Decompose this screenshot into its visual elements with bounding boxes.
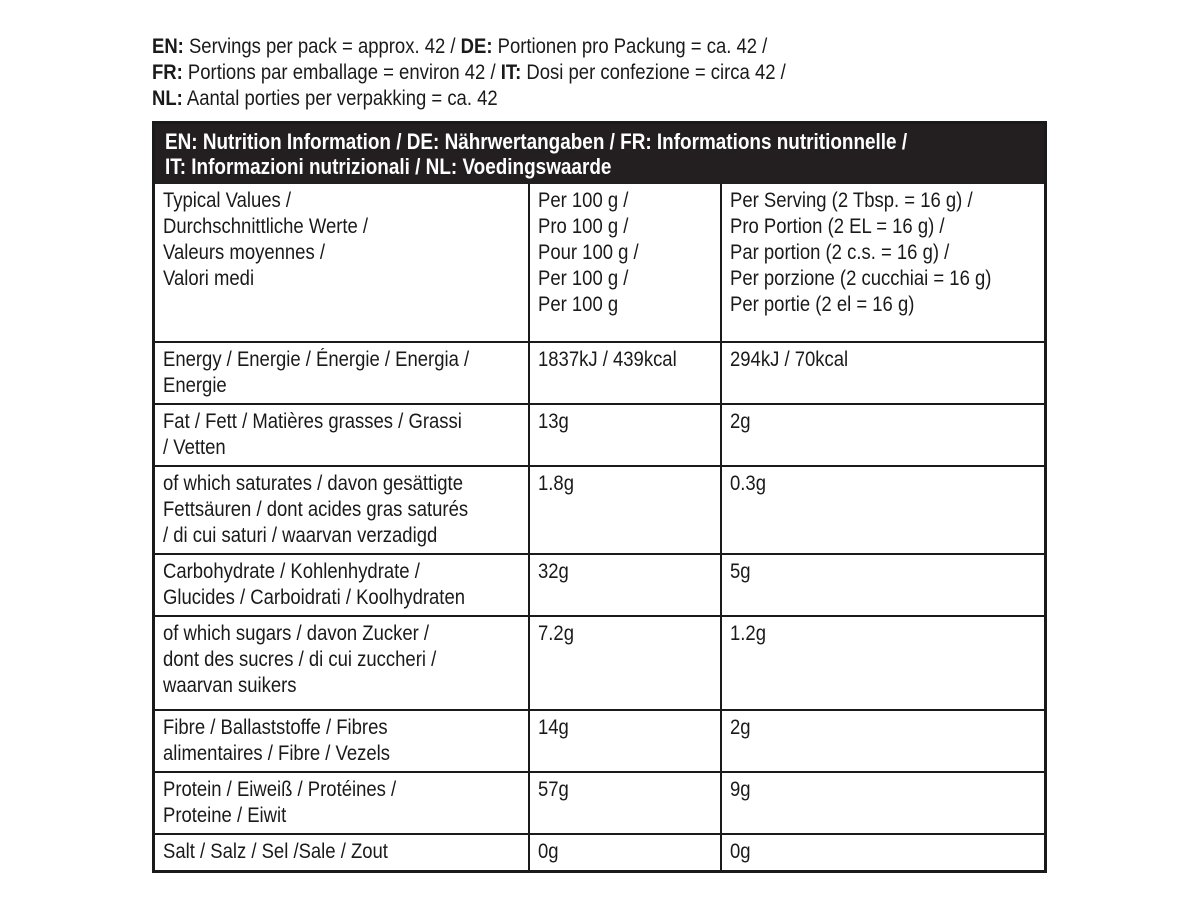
lang-label-fr: FR: (152, 61, 183, 84)
servings-line-3 (152, 86, 944, 112)
per-100g-value: 0g (529, 834, 721, 870)
servings-de-text: Portionen pro Packung = ca. 42 / (492, 35, 768, 58)
nutrition-grid (155, 184, 1044, 870)
per-serving-value: 294kJ / 70kcal (721, 342, 1044, 404)
typical-values-header: Typical Values / Durchschnittliche Werte / Valeurs moyennes / Valori medi (155, 184, 529, 342)
servings-fr-text: Portions par emballage = environ 42 / (182, 61, 501, 84)
nutrient-label: Carbohydrate / Kohlenhydrate / Glucides / Carboidrati / Koolhydraten (155, 554, 529, 616)
servings-line-2 (152, 60, 944, 86)
per-serving-value: 0.3g (721, 466, 1044, 554)
per-serving-value: 2g (721, 404, 1044, 466)
table-row (155, 616, 1044, 710)
per-serving-value: 1.2g (721, 616, 1044, 710)
nutrition-table-title (155, 124, 1044, 184)
per-100g-value: 1.8g (529, 466, 721, 554)
servings-it-text: Dosi per confezione = circa 42 / (521, 61, 786, 84)
nutrient-label: of which saturates / davon gesättigte Fettsäuren / dont acides gras saturés / di cui saturi / waarvan verzadigd (155, 466, 529, 554)
table-row (155, 772, 1044, 834)
per-100g-value: 13g (529, 404, 721, 466)
per-100g-value: 32g (529, 554, 721, 616)
per-100g-value: 14g (529, 710, 721, 772)
per-serving-value: 9g (721, 772, 1044, 834)
lang-label-en: EN: (152, 35, 184, 58)
per-serving-value: 0g (721, 834, 1044, 870)
table-row (155, 710, 1044, 772)
nutrient-label: Energy / Energie / Énergie / Energia / Energie (155, 342, 529, 404)
per-100g-value: 57g (529, 772, 721, 834)
per-100g-header: Per 100 g / Pro 100 g / Pour 100 g / Per 100 g / Per 100 g (529, 184, 721, 342)
nutrition-title-line-2: IT: Informazioni nutrizionali / NL: Voedingswaarde (165, 154, 612, 179)
table-row (155, 466, 1044, 554)
nutrient-label: Fat / Fett / Matières grasses / Grassi / Vetten (155, 404, 529, 466)
servings-line-1 (152, 34, 944, 60)
nutrition-table (152, 121, 1047, 873)
lang-label-de: DE: (460, 35, 493, 58)
per-serving-value: 2g (721, 710, 1044, 772)
servings-nl-text: Aantal porties per verpakking = ca. 42 (182, 87, 498, 110)
per-100g-value: 1837kJ / 439kcal (529, 342, 721, 404)
table-row (155, 404, 1044, 466)
servings-per-pack-text (152, 34, 944, 112)
per-serving-value: 5g (721, 554, 1044, 616)
nutrient-label: Fibre / Ballaststoffe / Fibres alimentaires / Fibre / Vezels (155, 710, 529, 772)
table-row (155, 342, 1044, 404)
lang-label-nl: NL: (152, 87, 183, 110)
table-row (155, 834, 1044, 870)
nutrient-label: Protein / Eiweiß / Protéines / Proteine / Eiwit (155, 772, 529, 834)
table-row (155, 554, 1044, 616)
column-header-row (155, 184, 1044, 342)
lang-label-it: IT: (500, 61, 522, 84)
nutrient-label: Salt / Salz / Sel /Sale / Zout (155, 834, 529, 870)
nutrient-label: of which sugars / davon Zucker / dont des sucres / di cui zuccheri / waarvan suikers (155, 616, 529, 710)
per-100g-value: 7.2g (529, 616, 721, 710)
nutrition-title-line-1: EN: Nutrition Information / DE: Nährwertangaben / FR: Informations nutritionnelle / (165, 129, 908, 154)
per-serving-header: Per Serving (2 Tbsp. = 16 g) / Pro Portion (2 EL = 16 g) / Par portion (2 c.s. = 16 g) / Per porzione (2 cucchiai = 16 g) Per portie (2 el = 16 g) (721, 184, 1044, 342)
servings-en-text: Servings per pack = approx. 42 / (183, 35, 461, 58)
